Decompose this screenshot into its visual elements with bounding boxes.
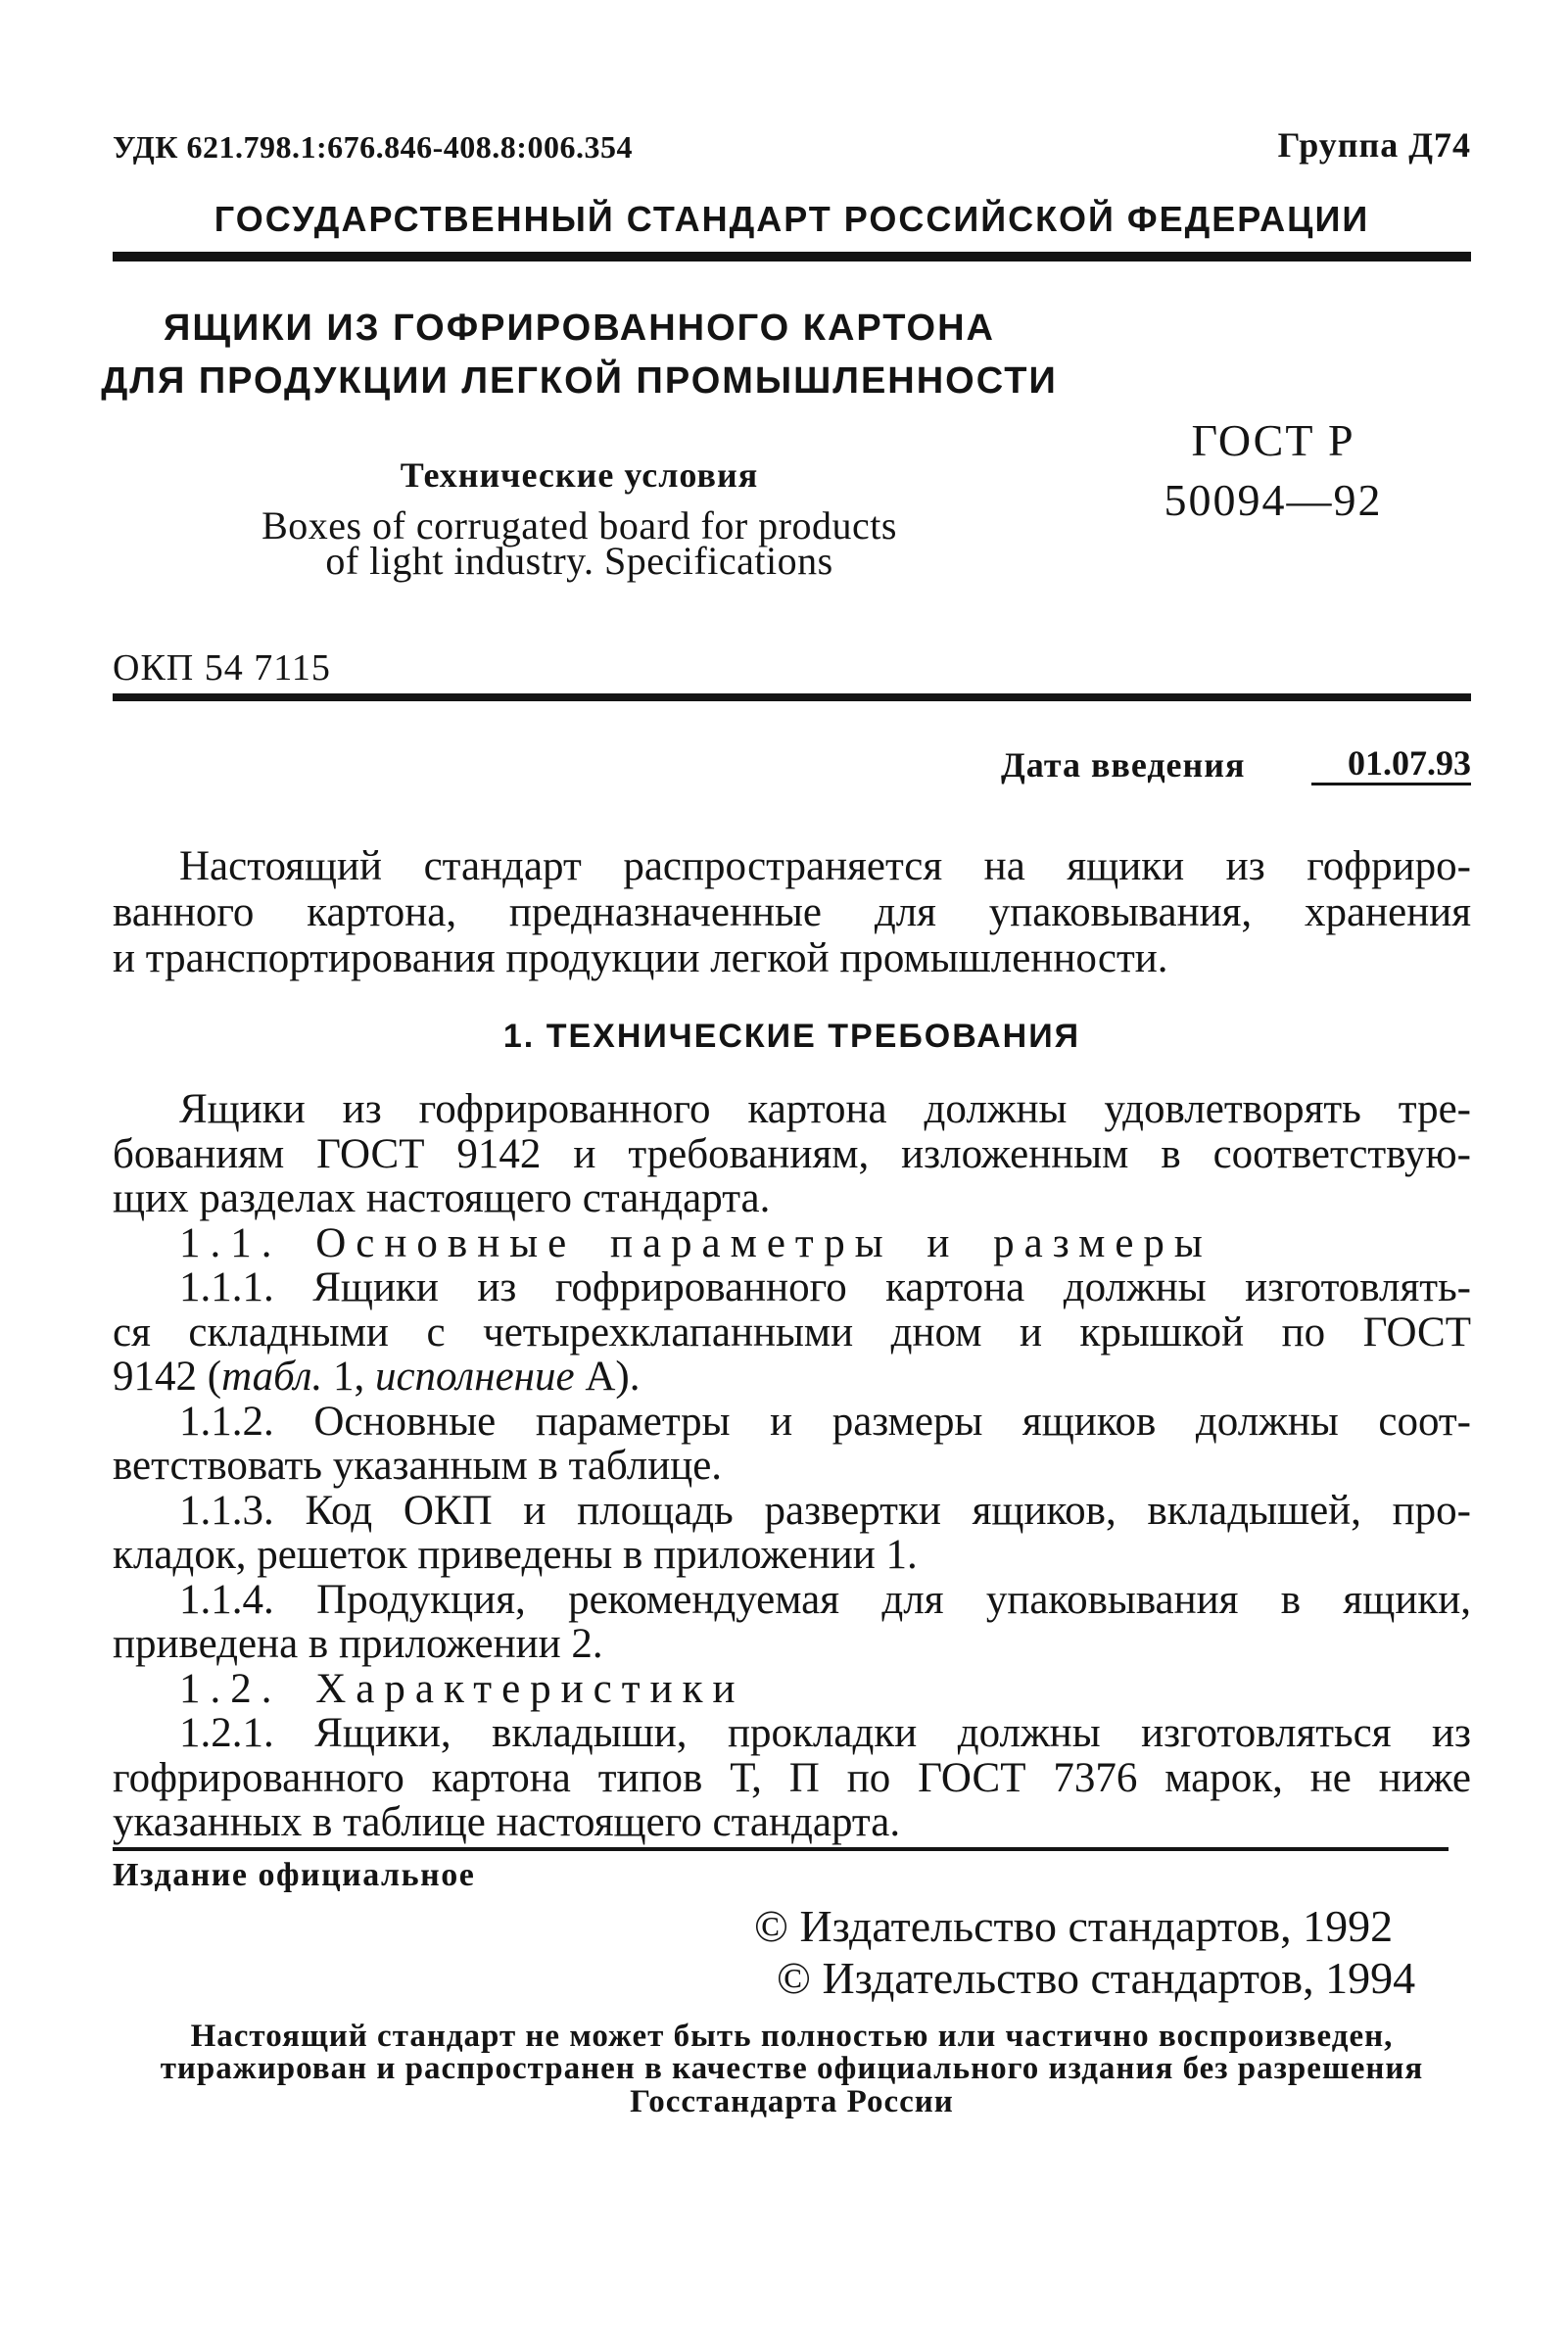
section-line: Ящики из гофрированного картона должны удовлетворять тре-	[179, 1086, 1471, 1132]
footer-rule	[113, 1847, 1449, 1851]
scope-paragraph	[113, 843, 1471, 981]
copyright-line: © Издательство стандартов, 1994	[777, 1953, 1416, 2003]
section-line: приведена в приложении 2.	[113, 1621, 603, 1667]
english-title-line-1: Boxes of corrugated board for products	[261, 503, 897, 547]
standard-designation-label: ГОСТ Р	[1191, 415, 1355, 465]
italic-term: исполнение	[374, 1354, 575, 1400]
scope-line: Настоящий стандарт распространяется на ящики из гофриро-	[179, 843, 1471, 889]
title-line-1: ЯЩИКИ ИЗ ГОФРИРОВАННОГО КАРТОНА	[164, 308, 995, 349]
section-line: 1.1.3. Код ОКП и площадь развертки ящиков, вкладышей, про-	[179, 1487, 1471, 1534]
section-line: 1.1.4. Продукция, рекомендуемая для упаковывания в ящики,	[179, 1576, 1471, 1623]
copyright-line: © Издательство стандартов, 1992	[754, 1901, 1394, 1951]
introduction-date-value: 01.07.93	[1311, 743, 1471, 785]
udk-code: УДК 621.798.1:676.846-408.8:006.354	[113, 129, 633, 165]
header-rule	[113, 252, 1471, 262]
section-line: 1.1.1. Ящики из гофрированного картона должны изготовлять-	[179, 1264, 1471, 1310]
section-line: ветствовать указанным в таблице.	[113, 1443, 723, 1489]
text-run: 1,	[322, 1354, 375, 1400]
section-line	[113, 1355, 1471, 1400]
standard-designation-number: 50094—92	[1164, 475, 1383, 525]
introduction-date-label: Дата введения	[1001, 745, 1246, 785]
edition-label: Издание официальное	[113, 1857, 476, 1893]
reproduction-notice-line: Настоящий стандарт не может быть полностью или частично воспроизведен,	[190, 2019, 1394, 2054]
scope-line: и транспортирования продукции легкой промышленности.	[113, 935, 1168, 981]
subsection-title: 1.2. Характеристики	[179, 1665, 745, 1712]
classification-group: Группа Д74	[1277, 125, 1471, 165]
standard-authority-heading: ГОСУДАРСТВЕННЫЙ СТАНДАРТ РОССИЙСКОЙ ФЕДЕРАЦИИ	[214, 199, 1370, 239]
section-line: указанных в таблице настоящего стандарта.	[113, 1799, 901, 1845]
subsection-title: 1.1. Основные параметры и размеры	[179, 1219, 1212, 1266]
subtitle: Технические условия	[400, 455, 759, 495]
section-line: бованиям ГОСТ 9142 и требованиям, изложенным в соответствую-	[113, 1130, 1471, 1177]
title-line-2: ДЛЯ ПРОДУКЦИИ ЛЕГКОЙ ПРОМЫШЛЕННОСТИ	[101, 360, 1058, 402]
section-line: щих разделах настоящего стандарта.	[113, 1175, 771, 1221]
section-line: кладок, решеток приведены в приложении 1.	[113, 1532, 918, 1578]
section-heading: 1. ТЕХНИЧЕСКИЕ ТРЕБОВАНИЯ	[502, 1018, 1081, 1055]
italic-abbreviation: табл.	[221, 1354, 323, 1400]
reproduction-notice-line: Госстандарта России	[630, 2084, 954, 2119]
okp-code: ОКП 54 7115	[113, 647, 331, 689]
section-line: ся складными с четырехклапанными дном и крышкой по ГОСТ	[113, 1308, 1471, 1356]
reproduction-notice-line: тиражирован и распространен в качестве официального издания без разрешения	[160, 2051, 1424, 2086]
okp-rule	[113, 693, 1471, 701]
scope-line: ванного картона, предназначенные для упаковывания, хранения	[113, 889, 1471, 935]
section-body	[113, 1087, 1471, 1845]
section-line: 1.2.1. Ящики, вкладыши, прокладки должны изготовляться из	[179, 1710, 1471, 1756]
section-line: 1.1.2. Основные параметры и размеры ящиков должны соот-	[179, 1398, 1471, 1445]
section-line: гофрированного картона типов Т, П по ГОСТ 7376 марок, не ниже	[113, 1754, 1471, 1801]
text-run: А).	[574, 1354, 641, 1400]
text-run: 9142 (	[113, 1354, 222, 1400]
english-title-line-2: of light industry. Specifications	[325, 539, 833, 583]
